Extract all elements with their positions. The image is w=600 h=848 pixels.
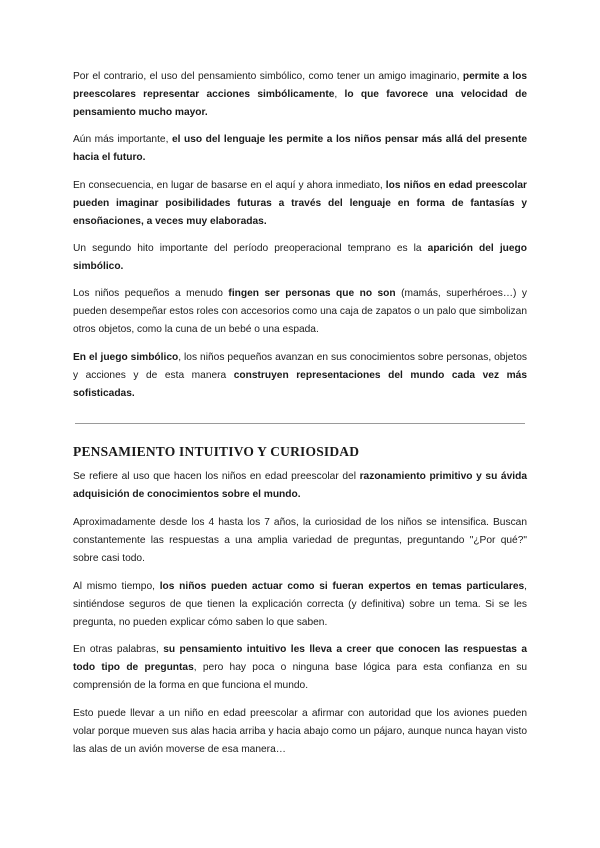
section-divider [75, 423, 525, 424]
text-segment: En consecuencia, en lugar de basarse en el aquí y ahora inmediato, [73, 180, 386, 191]
text-segment: Por el contrario, el uso del pensamiento simbólico, como tener un amigo imaginario, [73, 71, 463, 82]
paragraph-experts [73, 578, 527, 632]
paragraph-pretend-roles [73, 285, 527, 339]
paragraph-symbolic-play-milestone [73, 240, 527, 276]
text-segment: Un segundo hito importante del período preoperacional temprano es la [73, 243, 428, 254]
text-segment: , los niños pequeños avanzan en sus conocimientos sobre personas, objetos y acciones y de esta manera [73, 352, 527, 381]
text-segment: En otras palabras, [73, 644, 164, 655]
paragraph-symbolic-thought [73, 68, 527, 122]
paragraph-curiosity-ages [73, 514, 527, 568]
section-heading: PENSAMIENTO INTUITIVO Y CURIOSIDAD [73, 444, 360, 459]
text-segment: Aproximadamente desde los 4 hasta los 7 años, la curiosidad de los niños se intensifica. Buscan constantemente las respuestas a una amplia variedad de preguntas, preguntando "¿Por qué?" sobre casi todo. [73, 517, 527, 564]
paragraph-future-possibilities [73, 177, 527, 231]
bold-text-segment: aparición del juego simbólico. [73, 243, 527, 272]
paragraph-intuitive-thought [73, 641, 527, 695]
bold-text-segment: lo que favorece una velocidad de pensamiento mucho mayor. [73, 89, 527, 118]
bold-text-segment: razonamiento primitivo y su ávida adquisición de conocimientos sobre el mundo. [73, 471, 527, 500]
text-segment: Al mismo tiempo, [73, 581, 160, 592]
text-segment: (mamás, superhéroes…) y pueden desempeñar estos roles con accesorios como una caja de zapatos o un palo que simbolizan otros objetos, como la cuna de un bebé o una espada. [73, 288, 528, 335]
paragraph-language-future [73, 131, 527, 167]
text-segment: Se refiere al uso que hacen los niños en edad preescolar del [73, 471, 360, 482]
bold-text-segment: En el juego simbólico [73, 352, 179, 363]
text-segment: Aún más importante, [73, 134, 172, 145]
text-segment: , pero hay poca o ninguna base lógica para esta confianza en su comprensión de la forma en que funciona el mundo. [73, 662, 527, 691]
bold-text-segment: los niños pueden actuar como si fueran expertos en temas particulares [159, 581, 525, 592]
bold-text-segment: fingen ser personas que no son [228, 288, 396, 299]
paragraph-symbolic-play-knowledge [73, 349, 527, 403]
paragraph-primitive-reasoning [73, 468, 527, 504]
text-segment: Los niños pequeños a menudo [73, 288, 229, 299]
bold-text-segment: los niños en edad preescolar pueden imaginar posibilidades futuras a través del lenguaje en forma de fantasías y ensoñaciones, a veces muy elaboradas. [73, 180, 527, 227]
bold-text-segment: el uso del lenguaje les permite a los niños pensar más allá del presente hacia el futuro. [73, 134, 528, 163]
text-segment: , sintiéndose seguros de que tienen la explicación correcta (y definitiva) sobre un tema. Si se les pregunta, no pueden explicar cómo saben lo que saben. [73, 581, 527, 628]
bold-text-segment: su pensamiento intuitivo les lleva a creer que conocen las respuestas a todo tipo de preguntas [73, 644, 527, 673]
bold-text-segment: construyen representaciones del mundo cada vez más sofisticadas. [73, 370, 527, 399]
bold-text-segment: permite a los preescolares representar acciones simbólicamente [73, 71, 527, 100]
paragraph-airplane-example [73, 705, 527, 759]
text-segment: , [334, 89, 345, 100]
text-segment: Esto puede llevar a un niño en edad preescolar a afirmar con autoridad que los aviones pueden volar porque mueven sus alas hacia arriba y hacia abajo como un pájaro, aunque nunca hayan visto las alas de un avión moverse de esa manera… [73, 708, 527, 755]
